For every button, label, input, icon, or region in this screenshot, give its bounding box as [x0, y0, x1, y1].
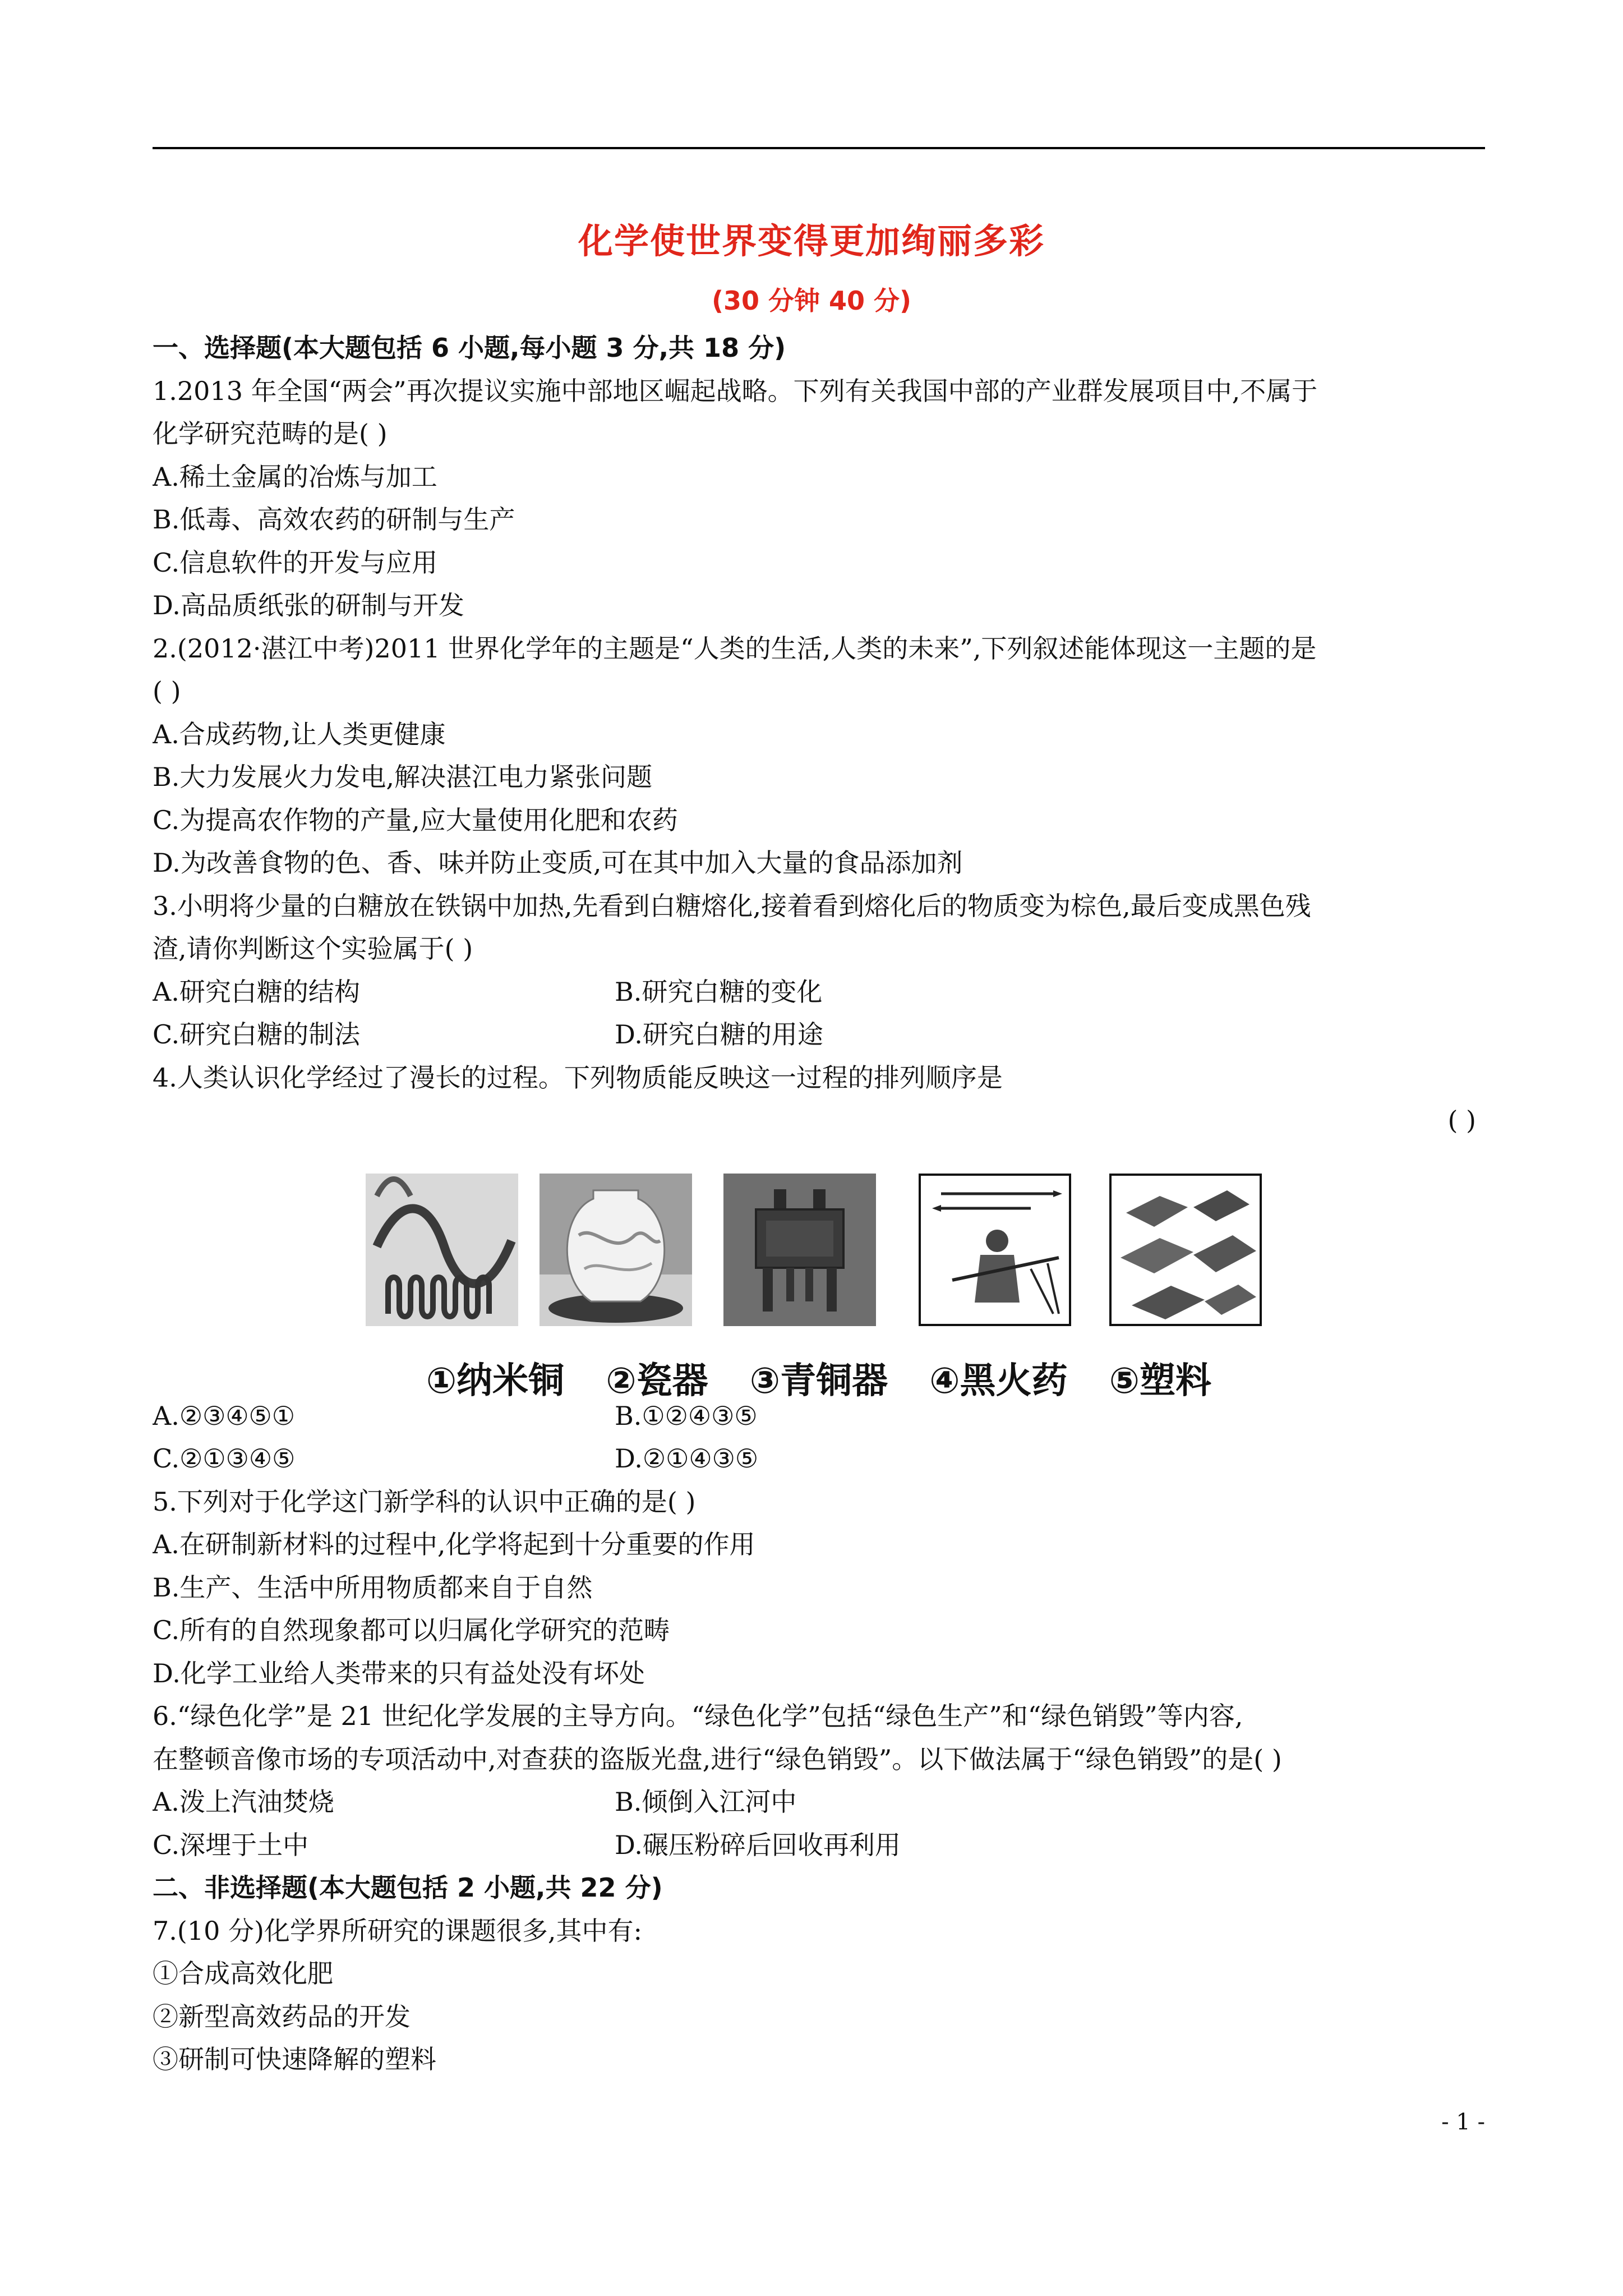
q5-option-a: A.在研制新材料的过程中,化学将起到十分重要的作用: [153, 1529, 755, 1559]
q6-option-d: D.碾压粉碎后回收再利用: [615, 1829, 901, 1860]
caption-black-powder: ④黑火药: [929, 1360, 1068, 1402]
q6-options-row1: [153, 1780, 1485, 1824]
q4-stem-line1: 4.人类认识化学经过了漫长的过程。下列物质能反映这一过程的排列顺序是: [153, 1062, 1003, 1093]
q4-stem-line2: ( ): [1447, 1105, 1476, 1135]
q3-option-c: C.研究白糖的制法: [153, 1019, 361, 1050]
q2-stem-line1: 2.(2012·湛江中考)2011 世界化学年的主题是“人类的生活,人类的未来”,下列叙述能体现这一主题的是: [153, 633, 1317, 664]
q3-option-d: D.研究白糖的用途: [615, 1019, 823, 1050]
caption-plastics: ⑤塑料: [1109, 1360, 1212, 1402]
q5-stem: 5.下列对于化学这门新学科的认识中正确的是( ): [153, 1486, 696, 1517]
nano-copper-image: [366, 1174, 518, 1326]
page-number: - 1 -: [1441, 2109, 1485, 2135]
q1-option-a: A.稀土金属的冶炼与加工: [153, 461, 437, 492]
q6-option-a: A.泼上汽油焚烧: [153, 1787, 334, 1817]
q2-option-c: C.为提高农作物的产量,应大量使用化肥和农药: [153, 804, 678, 835]
q3-options-row2: [153, 1013, 1485, 1056]
bronze-ware-image: [723, 1174, 876, 1326]
caption-porcelain: ②瓷器: [606, 1360, 708, 1402]
q4-option-d: D.②①④③⑤: [615, 1443, 759, 1474]
q1-option-b: B.低毒、高效农药的研制与生产: [153, 504, 515, 535]
q2-option-a: A.合成药物,让人类更健康: [153, 719, 446, 749]
q6-option-b: B.倾倒入江河中: [615, 1787, 797, 1817]
porcelain-image: [540, 1174, 692, 1326]
q3-option-b: B.研究白糖的变化: [615, 976, 823, 1007]
black-powder-image: [919, 1174, 1071, 1326]
q2-option-d: D.为改善食物的色、香、味并防止变质,可在其中加入大量的食品添加剂: [153, 848, 963, 878]
q4-option-b: B.①②④③⑤: [615, 1400, 758, 1431]
page-title: 化学使世界变得更加绚丽多彩: [578, 220, 1045, 261]
q3-stem-line1: 3.小明将少量的白糖放在铁锅中加热,先看到白糖熔化,接着看到熔化后的物质变为棕色,最后变成黑色残: [153, 890, 1311, 921]
q2-stem-line2: ( ): [153, 676, 181, 706]
section1-heading: 一、选择题(本大题包括 6 小题,每小题 3 分,共 18 分): [153, 333, 786, 363]
caption-bronze-ware: ③青铜器: [749, 1360, 888, 1402]
q1-option-d: D.高品质纸张的研制与开发: [153, 590, 464, 620]
q4-options-row2: [153, 1437, 1485, 1480]
q6-stem-line2: 在整顿音像市场的专项活动中,对查获的盗版光盘,进行“绿色销毁”。以下做法属于“绿色销毁”的是( ): [153, 1743, 1282, 1774]
q5-option-d: D.化学工业给人类带来的只有益处没有坏处: [153, 1658, 645, 1688]
time-score-subtitle: (30 分钟 40 分): [711, 286, 912, 316]
q2-option-b: B.大力发展火力发电,解决湛江电力紧张问题: [153, 762, 653, 792]
q4-option-a: A.②③④⑤①: [153, 1400, 296, 1431]
q3-stem-line2: 渣,请你判断这个实验属于( ): [153, 933, 473, 964]
q1-stem-line1: 1.2013 年全国“两会”再次提议实施中部地区崛起战略。下列有关我国中部的产业群发展项目中,不属于: [153, 375, 1318, 406]
q5-option-b: B.生产、生活中所用物质都来自于自然: [153, 1572, 593, 1603]
q3-option-a: A.研究白糖的结构: [153, 976, 360, 1007]
q4-option-c: C.②①③④⑤: [153, 1443, 296, 1474]
exam-content: [153, 326, 1485, 2081]
q1-stem-line2: 化学研究范畴的是( ): [153, 418, 388, 449]
q7-item-1: ①合成高效化肥: [153, 1958, 333, 1989]
q4-picture-strip: [153, 1145, 1485, 1402]
caption-nano-copper: ①纳米铜: [426, 1360, 565, 1402]
q6-option-c: C.深埋于土中: [153, 1829, 309, 1860]
header-rule: [153, 147, 1485, 149]
picture-captions: [153, 1352, 1485, 1404]
section2-heading: 二、非选择题(本大题包括 2 小题,共 22 分): [153, 1872, 663, 1903]
q7-item-2: ②新型高效药品的开发: [153, 2001, 411, 2032]
q5-option-c: C.所有的自然现象都可以归属化学研究的范畴: [153, 1615, 670, 1645]
q7-item-3: ③研制可快速降解的塑料: [153, 2044, 436, 2074]
q1-option-c: C.信息软件的开发与应用: [153, 547, 438, 578]
q3-options-row1: [153, 970, 1485, 1014]
q7-stem: 7.(10 分)化学界所研究的课题很多,其中有:: [153, 1915, 643, 1946]
q6-stem-line1: 6.“绿色化学”是 21 世纪化学发展的主导方向。“绿色化学”包括“绿色生产”和“绿色销毁”等内容,: [153, 1701, 1243, 1731]
q6-options-row2: [153, 1824, 1485, 1867]
plastics-image: [1109, 1174, 1262, 1326]
